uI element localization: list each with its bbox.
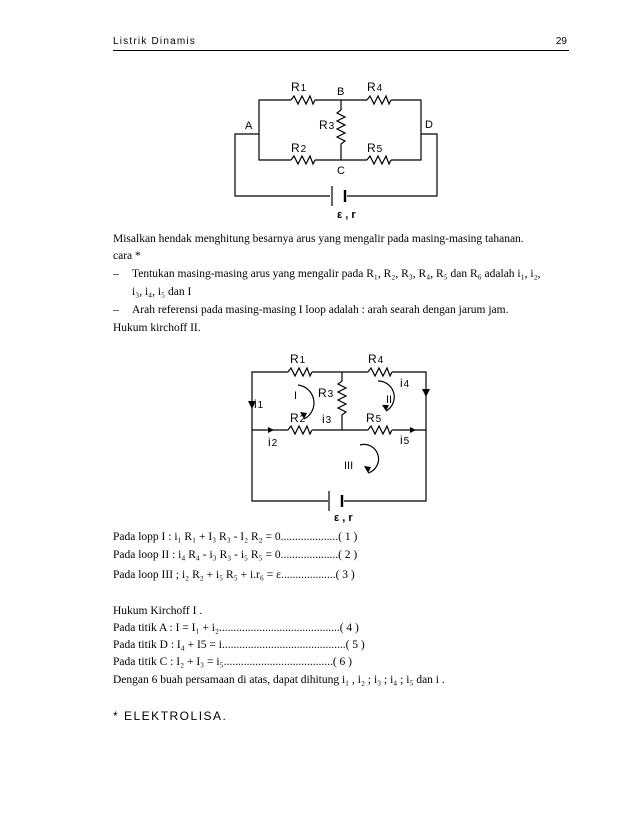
fig2-loop-2: II <box>386 394 393 406</box>
label-c: C <box>337 165 345 177</box>
label-a: A <box>245 120 253 132</box>
label-emf: ε , r <box>337 209 356 221</box>
page-number: 29 <box>555 36 567 47</box>
intro-line-1: Misalkan hendak menghitung besarnya arus yang mengalir pada masing-masing tahanan. <box>113 233 524 245</box>
label-r4: R4 <box>367 80 383 94</box>
label-r2: R2 <box>291 141 307 155</box>
bullet-dash-2: – <box>113 304 119 316</box>
node-d-eq: Pada titik D : I₄ + I5 = i...........................................( 5 ) <box>113 639 365 651</box>
summary-line: Dengan 6 buah persamaan di atas, dapat dihitung i₁ , i₂ ; i₃ ; i₄ ; i₅ dan i . <box>113 674 445 686</box>
fig2-i2: i2 <box>268 435 278 449</box>
label-b: B <box>337 86 345 98</box>
kirchoff-1-title: Hukum Kirchoff I . <box>113 605 203 617</box>
fig2-r2: R2 <box>290 411 306 425</box>
loop-2-eq: Pada loop II : i₄ R₄ - i₃ R₃ - i₅ R₅ = 0....................( 2 ) <box>113 549 358 561</box>
label-d: D <box>425 119 433 131</box>
label-r1: R1 <box>291 80 307 94</box>
bullet-dash-1: – <box>113 268 119 280</box>
intro-line-2: cara * <box>113 250 141 262</box>
hukum-kirchoff-2: Hukum kirchoff II. <box>113 322 201 334</box>
fig2-i1: i1 <box>254 397 264 411</box>
fig2-emf: ε , r <box>334 512 353 524</box>
node-c-eq: Pada titik C : I₂ + I₃ = i₅......................................( 6 ) <box>113 656 353 668</box>
fig2-r4: R4 <box>368 352 384 366</box>
loop-3-eq: Pada loop III ; i₂ R₂ + i₅ R₅ + i.r₆ = ε...................( 3 ) <box>113 569 355 581</box>
bullet-1b: i₃, i₄, i₅ dan I <box>132 286 192 298</box>
section-elektrolisa: * ELEKTROLISA. <box>113 709 228 723</box>
loop-1-eq: Pada lopp I : i₁ R₁ + I₃ R₃ - I₂ R₂ = 0....................( 1 ) <box>113 531 358 543</box>
label-r3: R3 <box>319 118 335 132</box>
node-a-eq: Pada titik A : I = I₁ + i₂..........................................( 4 ) <box>113 622 359 634</box>
fig2-i4: i4 <box>400 376 410 390</box>
circuit-diagram-1 <box>225 74 455 224</box>
bullet-2: Arah referensi pada masing-masing I loop adalah : arah searah dengan jarum jam. <box>132 304 509 316</box>
bullet-1a: Tentukan masing-masing arus yang mengalir pada R₁, R₂, R₃, R₄, R₅ dan R₆ adalah i₁, i₂, <box>132 268 541 280</box>
fig2-i5: i5 <box>400 433 410 447</box>
circuit-diagram-2 <box>240 345 440 525</box>
fig2-i3: i3 <box>322 412 332 426</box>
fig2-r3: R3 <box>318 386 334 400</box>
fig2-loop-1: I <box>294 390 298 402</box>
fig2-r1: R1 <box>290 352 306 366</box>
header-title: Listrik Dinamis <box>113 36 197 47</box>
fig2-loop-3: III <box>344 460 354 472</box>
fig2-r5: R5 <box>366 411 382 425</box>
label-r5: R5 <box>367 141 383 155</box>
page-header <box>113 36 569 51</box>
